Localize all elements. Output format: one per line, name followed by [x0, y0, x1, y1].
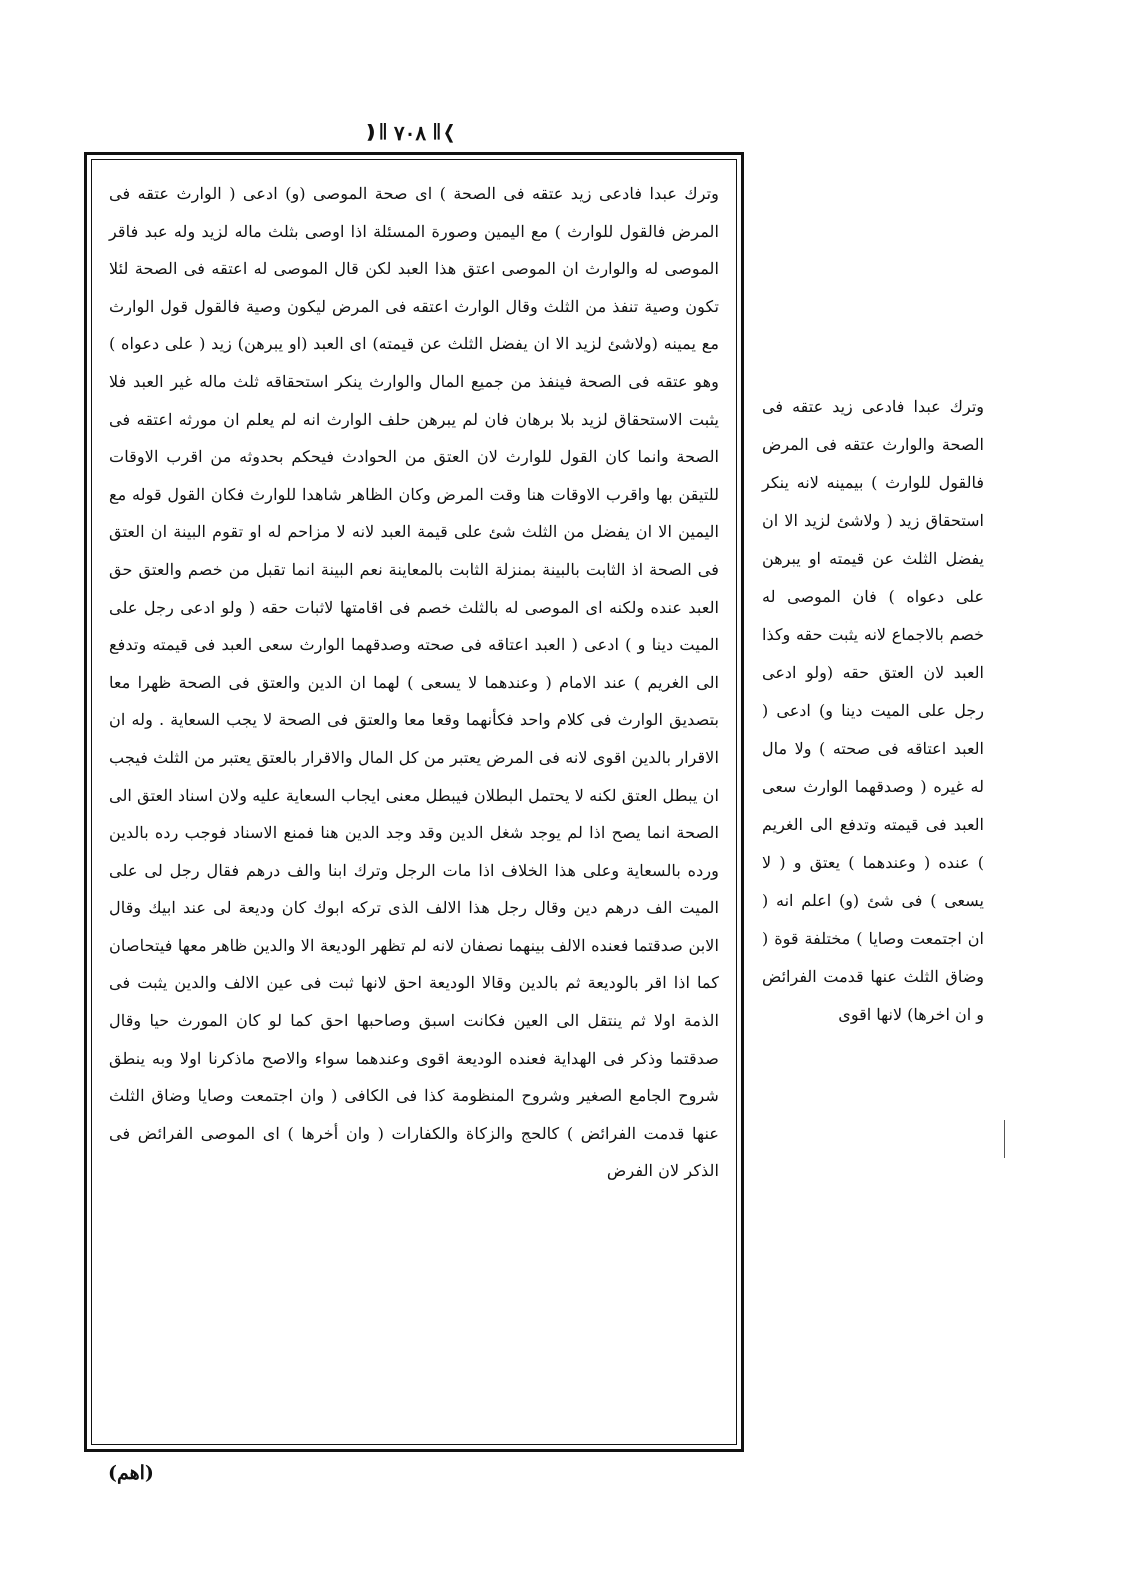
- margin-text-body: وترك عبدا فادعى زيد عتقه فى الصحة والوارث عتقه فى المرض فالقول للوارث ) بيمينه لانه ينكر استحقاق زيد ( ولاشئ لزيد الا ان يفضل الثلث عن قيمته او يبرهن على دعواه ) فان الموصى له خصم بالاجماع لانه يثبت حقه وكذا العبد لان العتق حقه (ولو ادعى رجل على الميت دينا و) ادعى ( العبد اعتاقه فى صحته ) ولا مال له غيره ( وصدقهما الوارث سعى العبد فى قيمته وتدفع الى الغريم ) عنده ( وعندهما ) يعتق و ( لا يسعى ) فى شئ (و) اعلم انه ( ان اجتمعت وصايا ) مختلفة قوة ( وضاق الثلث عنها قدمت الفرائض و ان اخرها) لانها اقوى: [762, 397, 984, 1024]
- main-text-body: وترك عبدا فادعى زيد عتقه فى الصحة ) اى صحة الموصى (و) ادعى ( الوارث عتقه فى المرض فالقول للوارث ) مع اليمين وصورة المسئلة اذا اوصى بثلث ماله لزيد وله عبد فاقر الموصى له والوارث ان الموصى اعتق هذا العبد لكن قال الموصى له اعتقه فى الصحة لئلا تكون وصية تنفذ من الثلث وقال الوارث اعتقه فى المرض ليكون وصية فالقول قول الوارث مع يمينه (ولاشئ لزيد الا ان يفضل الثلث عن قيمته) اى العبد (او يبرهن) زيد ( على دعواه ) وهو عتقه فى الصحة فينفذ من جميع المال والوارث ينكر استحقاقه ثلث ماله غير العبد فلا يثبت الاستحقاق لزيد بلا برهان فان لم يبرهن حلف الوارث انه لم يعلم ان مورثه اعتقه فى الصحة وانما كان القول للوارث لان العتق من الحوادث فيحكم بحدوثه من اقرب الاوقات للتيقن بها واقرب الاوقات هنا وقت المرض وكان الظاهر شاهدا للوارث فكان القول قوله مع اليمين الا ان يفضل من الثلث شئ على قيمة العبد لانه لا مزاحم له او تقوم البينة ان العتق فى الصحة اذ الثابت بالبينة بمنزلة الثابت بالمعاينة نعم البينة انما تقبل من خصم والعتق حق العبد عنده ولكنه اى الموصى له بالثلث خصم فى اقامتها لاثبات حقه ( ولو ادعى رجل على الميت دينا و ) ادعى ( العبد اعتاقه فى صحته وصدقهما الوارث سعى العبد فى قيمته وتدفع الى الغريم ) عند الامام ( وعندهما لا يسعى ) لهما ان الدين والعتق فى الصحة ظهرا معا بتصديق الوارث فى كلام واحد فكأنهما وقعا معا والعتق فى الصحة لا يجب السعاية . وله ان الاقرار بالدين اقوى لانه فى المرض يعتبر من كل المال والاقرار بالعتق يعتبر من الثلث فيجب ان يبطل العتق لكنه لا يحتمل البطلان فيبطل معنى ايجاب السعاية عليه ولان اسناد العتق الى الصحة انما يصح اذا لم يوجد شغل الدين وقد وجد الدين هنا فمنع الاسناد فوجب رده بالدين ورده بالسعاية وعلى هذا الخلاف اذا مات الرجل وترك ابنا والف درهم فقال رجل لى على الميت الف درهم دين وقال رجل هذا الالف الذى تركه ابوك كان وديعة لى عند ابيك وقال الابن صدقتما فعنده الالف بينهما نصفان لانه لم تظهر الوديعة الا والدين ظاهر معها فيتحاصان كما اذا اقر بالوديعة ثم بالدين وقالا الوديعة احق لانها ثبت فى عين الالف والدين يثبت فى الذمة اولا ثم ينتقل الى العين فكانت اسبق وصاحبها احق كما لو كان المورث حيا وقال صدقتما وذكر فى الهداية فعنده الوديعة اقوى وعندهما سواء والاصح ماذكرنا اولا وبه ينطق شروح الجامع الصغير وشروح المنظومة كذا فى الكافى ( وان اجتمعت وصايا وضاق الثلث عنها قدمت الفرائض ) كالحج والزكاة والكفارات ( وان أخرها ) اى الموصى الفرائض فى الذكر لان الفرض: [109, 184, 720, 1181]
- ornament-right-icon: ∥❬: [432, 122, 457, 143]
- margin-divider-mark: [1004, 1120, 1005, 1158]
- main-text-column: [109, 175, 719, 1425]
- main-text-frame: [84, 152, 744, 1452]
- page-number: ٧٠٨: [393, 121, 427, 145]
- ornament-left-icon: ❫∥: [363, 122, 388, 143]
- margin-text-column: [762, 388, 984, 1034]
- catchword: (اهم): [108, 1462, 154, 1484]
- page-header: [340, 118, 480, 148]
